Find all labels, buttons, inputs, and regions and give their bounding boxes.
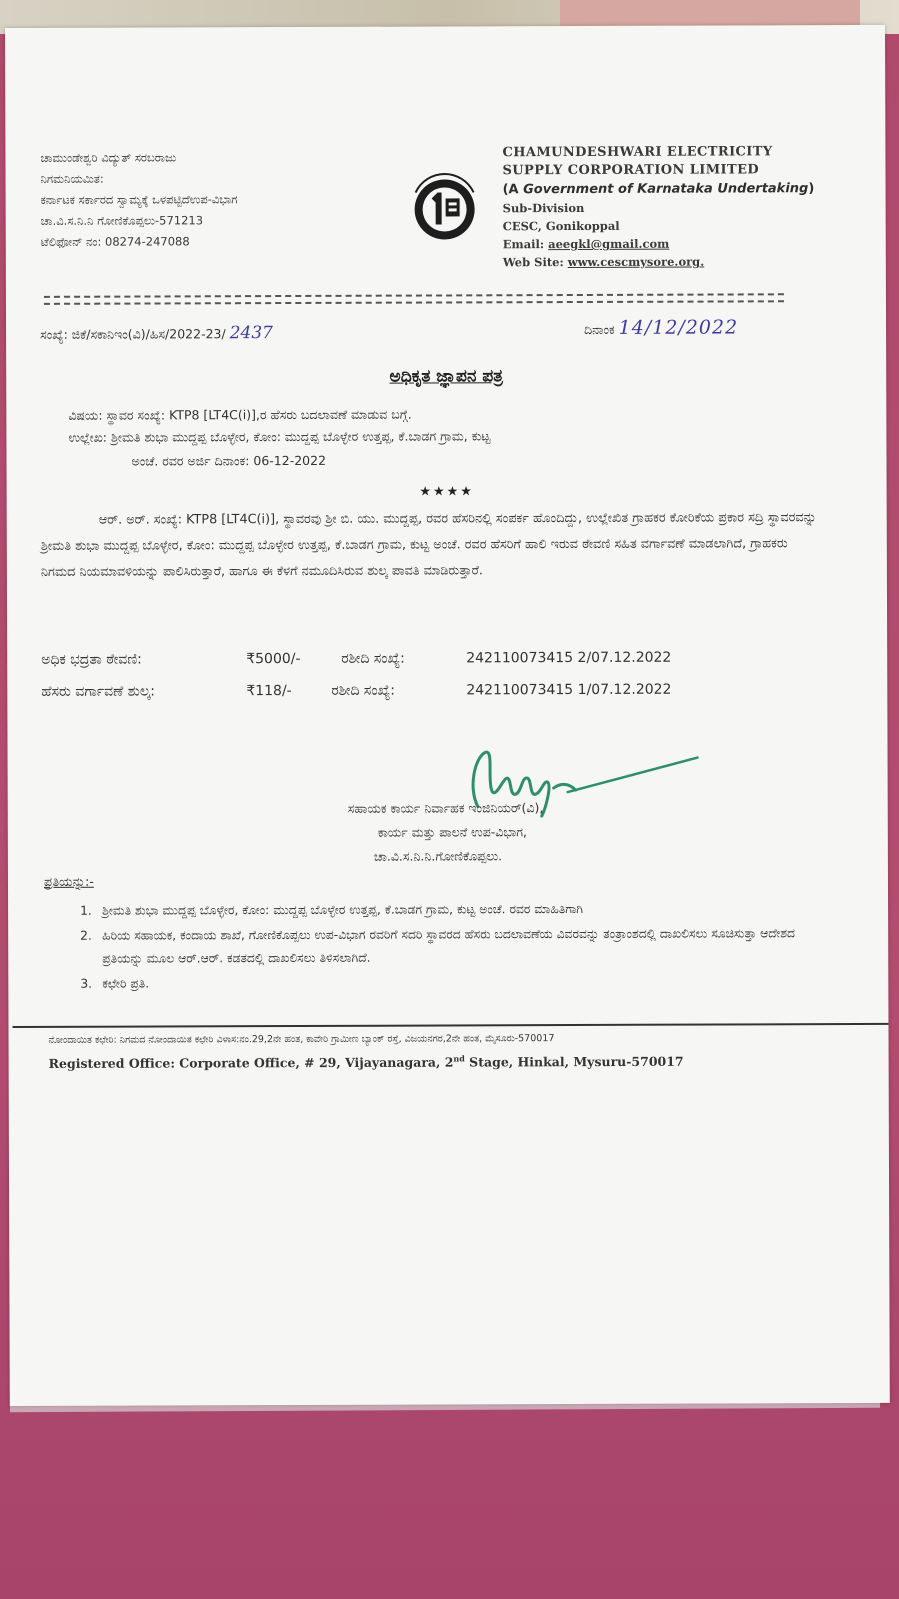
fee-amount: ₹118/- [246,683,292,700]
document-title: ಅಧಿಕೃತ ಜ್ಞಾಪನ ಪತ್ರ [389,366,503,387]
subdivision-label: Sub-Division [502,200,585,216]
date-handwritten: 14/12/2022 [618,316,739,339]
list-item [80,897,800,923]
reference-number-label: ಸಂಖ್ಯೆ: ಜಿಕೆ/ಸಕಾನಿಇಂ(ವಿ)/ಹಿಸ/2022-23/ [40,326,226,342]
signatory-line3: ಚಾ.ವಿ.ಸ.ನಿ.ನಿ.ಗೋಣಿಕೊಪ್ಪಲು. [373,848,503,864]
header-left-line5: ಟೆಲಿಫೋನ್ ನಂ: 08274-247088 [40,234,190,249]
undertaking-suffix: ) [808,181,815,197]
email-link[interactable]: aeegkl@gmail.com [548,236,670,252]
list-item-text: ಹಿರಿಯ ಸಹಾಯಕ, ಕಂದಾಯ ಶಾಖೆ, ಗೋಣಿಕೊಪ್ಪಲು ಉಪ-ವಿಭಾಗ ರವರಿಗೆ ಸದರಿ ಸ್ಥಾವರದ ಹೆಸರು ಬದಲಾವಣೆಯ ವಿವರವನ್ನು ತಂತ್ರಾಂಶದಲ್ಲಿ ದಾಖಲಿಸಲು ಸೂಚಿಸುತ್ತಾ ಆದೇಶದ ಪ್ರತಿಯನ್ನು ಮೂಲ ಆರ್.ಆರ್. ಕಡತದಲ್ಲಿ ದಾಖಲಿಸಲು ತಿಳಿಸಲಾಗಿದೆ. [102,926,795,966]
separator-stars: ★★★★ [419,484,474,500]
undertaking-line [503,179,815,199]
document-date [584,317,738,340]
reference-line-2: ಅಂಚೆ. ರವರ ಅರ್ಜಿ ದಿನಾಂಕ: 06-12-2022 [131,452,327,469]
subdivision-name: CESC, Gonikoppal [502,218,620,234]
copies-heading: ಪ್ರತಿಯನ್ನು:- [43,873,94,889]
receipt-number: 242110073415 2/07.12.2022 [466,649,672,667]
website-line [503,252,815,271]
copies-list [80,897,800,998]
receipt-label: ರಶೀದಿ ಸಂಖ್ಯೆ: [331,682,395,699]
footer-address-prefix: Registered Office: Corporate Office, # 29, Vijayanagara, 2 [48,1054,454,1072]
header-left-line1: ಚಾಮುಂಡೇಶ್ವರಿ ವಿದ್ಯುತ್ ಸರಬರಾಜು [40,150,177,165]
footer-kannada-address: ನೋಂದಾಯಿತ ಕಛೇರಿ: ನಿಗಮದ ನೋಂದಾಯಿತ ಕಛೇರಿ ವಿಳಾಸ:ನಂ.29,2ನೇ ಹಂತ, ಕಾವೇರಿ ಗ್ರಾಮೀಣ ಬ್ಯಾಂಕ್ ರಸ್ತೆ, ವಿಜಯನಗರ,2ನೇ ಹಂತ, ಮೈಸೂರು-570017 [48,1033,555,1046]
footer-english-address [49,1053,684,1071]
signatory-block [348,796,544,869]
header-left-kannada [40,147,237,253]
website-label: Web Site: [502,255,568,270]
undertaking-italic: Government of Karnataka Undertaking [523,181,809,198]
fees-section [41,649,841,716]
list-item [80,970,800,996]
receipt-number: 242110073415 1/07.12.2022 [466,681,672,699]
folder-tab [560,0,860,28]
header-right-english [502,143,814,271]
list-item-text: ಶ್ರೀಮತಿ ಶುಭಾ ಮುದ್ದಪ್ಪ ಬೊಳ್ಳೇರ, ಕೋಂ: ಮುದ್ದಪ್ಪ ಬೊಳ್ಳೇರ ಉತ್ತಪ್ಪ, ಕೆ.ಬಾಡಗ ಗ್ರಾಮ, ಕುಟ್ಟ ಅಂಚೆ. ರವರ ಮಾಹಿತಿಗಾಗಿ [102,901,584,918]
header-left-line2: ನಿಗಮನಿಯಮಿತ: [40,171,104,186]
fee-label: ಹೆಸರು ವರ್ಗಾವಣೆ ಶುಲ್ಕ: [41,683,155,700]
header-divider [44,293,784,305]
fee-amount: ₹5000/- [246,650,301,668]
subject-line: ವಿಷಯ: ಸ್ಥಾವರ ಸಂಖ್ಯೆ: KTP8 [LT4C(i)],ರ ಹೆಸರು ಬದಲಾವಣೆ ಮಾಡುವ ಬಗ್ಗೆ. [68,406,412,423]
reference-number [40,323,273,345]
header-left-line3: ಕರ್ನಾಟಕ ಸರ್ಕಾರದ ಸ್ವಾಮ್ಯಕ್ಕೆ ಒಳಪಟ್ಟಿದೆಉಪ-ವಿಭಾಗ [40,192,238,207]
footer-address-sup: nd [453,1053,465,1064]
signatory-line2: ಕಾರ್ಯ ಮತ್ತು ಪಾಲನೆ ಉಪ-ವಿಭಾಗ, [377,824,528,840]
list-item [80,922,800,971]
fee-row-security-deposit [41,649,841,684]
undertaking-prefix: (A [502,182,524,198]
reference-number-handwritten: 2437 [229,323,273,344]
list-item-number: 3. [80,976,93,991]
company-name-line1: CHAMUNDESHWARI ELECTRICITY [502,144,773,161]
footer-divider [12,1023,888,1028]
reference-line-1: ಉಲ್ಲೇಖ: ಶ್ರೀಮತಿ ಶುಭಾ ಮುದ್ದಪ್ಪ ಬೊಳ್ಳೇರ, ಕೋಂ: ಮುದ್ದಪ್ಪ ಬೊಳ್ಳೇರ ಉತ್ತಪ್ಪ, ಕೆ.ಬಾಡಗ ಗ್ರಾಮ, ಕುಟ್ಟ [68,428,491,445]
email-label: Email: [502,237,549,252]
email-line [503,234,815,253]
website-link[interactable]: www.cescmysore.org. [567,254,705,270]
document-sheet [5,25,890,1406]
list-item-text: ಕಛೇರಿ ಪ್ರತಿ. [102,976,150,991]
body-paragraph: ಆರ್. ಅರ್. ಸಂಖ್ಯೆ: KTP8 [LT4C(i)], ಸ್ಥಾವರವು ಶ್ರೀ ಬಿ. ಯು. ಮುದ್ದಪ್ಪ, ರವರ ಹೆಸರಿನಲ್ಲಿ ಸಂಪರ್ಕ ಹೊಂದಿದ್ದು, ಉಲ್ಲೇಖಿತ ಗ್ರಾಹಕರ ಕೋರಿಕೆಯ ಪ್ರಕಾರ ಸದ್ರಿ ಸ್ಥಾವರವನ್ನು ಶ್ರೀಮತಿ ಶುಭಾ ಮುದ್ದಪ್ಪ ಬೊಳ್ಳೇರ, ಕೋಂ: ಮುದ್ದಪ್ಪ ಬೊಳ್ಳೇರ ಉತ್ತಪ್ಪ, ಕೆ.ಬಾಡಗ ಗ್ರಾಮ, ಕುಟ್ಟ ಅಂಚೆ. ರವರ ಹೆಸರಿಗೆ ಹಾಲಿ ಇರುವ ಠೇವಣಿ ಸಹಿತ ವರ್ಗಾವಣೆ ಮಾಡಲಾಗಿದೆ, ಗ್ರಾಹಕರು ನಿಗಮದ ನಿಯಮಾವಳಿಯನ್ನು ಪಾಲಿಸಿರುತ್ತಾರೆ, ಹಾಗೂ ಈ ಕೆಳಗೆ ನಮೂದಿಸಿರುವ ಶುಲ್ಕ ಪಾವತಿ ಮಾಡಿರುತ್ತಾರೆ. [40,510,817,580]
fee-row-name-transfer [41,681,841,716]
list-item-number: 2. [80,928,92,943]
list-item-number: 1. [80,903,92,918]
receipt-label: ರಶೀದಿ ಸಂಖ್ಯೆ: [341,650,405,667]
fee-label: ಅಧಿಕ ಭದ್ರತಾ ಠೇವಣಿ: [41,651,142,668]
signatory-line1: ಸಹಾಯಕ ಕಾರ್ಯ ನಿರ್ವಾಹಕ ಇಂಜಿನಿಯರ್(ವಿ), [347,800,544,816]
footer-address-suffix: Stage, Hinkal, Mysuru-570017 [464,1053,684,1070]
cesc-logo [408,172,482,246]
header-left-line4: ಚಾ.ವಿ.ಸ.ನಿ.ನಿ ಗೋಣಿಕೊಪ್ಪಲು-571213 [40,213,204,228]
date-label: ದಿನಾಂಕ [584,321,615,337]
company-name-line2: SUPPLY CORPORATION LIMITED [502,162,760,179]
